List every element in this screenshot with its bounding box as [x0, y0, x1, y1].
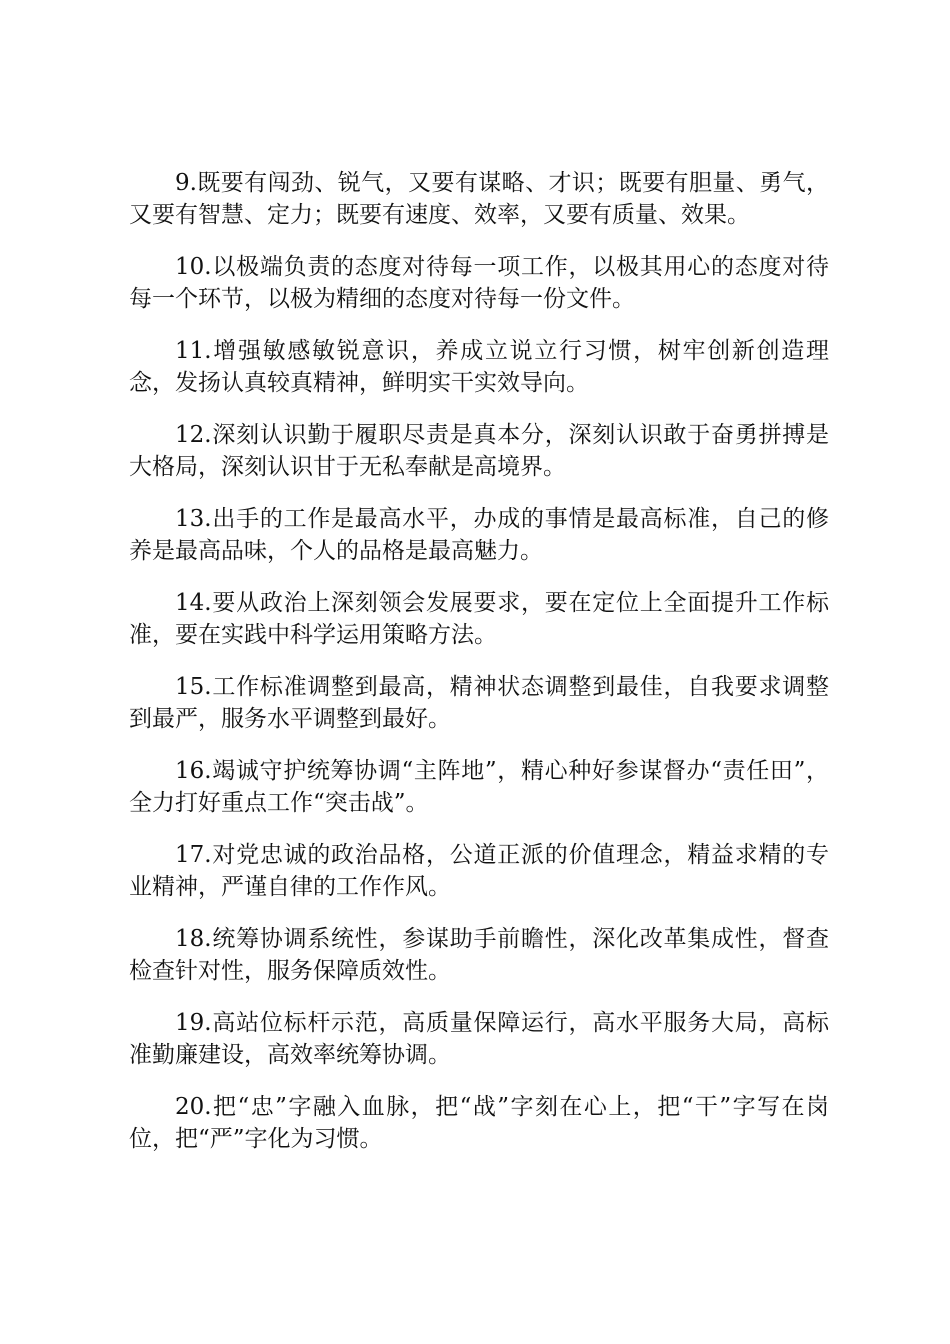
paragraph-17: 17.对党忠诚的政治品格，公道正派的价值理念，精益求精的专业精神，严谨自律的工作作风。 [129, 842, 829, 900]
document-body [129, 167, 829, 1175]
paragraph-11: 11.增强敏感敏锐意识，养成立说立行习惯，树牢创新创造理念，发扬认真较真精神，鲜明实干实效导向。 [129, 338, 829, 396]
paragraph-18: 18.统筹协调系统性，参谋助手前瞻性，深化改革集成性，督查检查针对性，服务保障质效性。 [129, 926, 829, 984]
paragraph-15: 15.工作标准调整到最高，精神状态调整到最佳，自我要求调整到最严，服务水平调整到最好。 [129, 674, 829, 732]
paragraph-19: 19.高站位标杆示范，高质量保障运行，高水平服务大局，高标准勤廉建设，高效率统筹协调。 [129, 1010, 829, 1068]
paragraph-9: 9.既要有闯劲、锐气，又要有谋略、才识；既要有胆量、勇气，又要有智慧、定力；既要有速度、效率，又要有质量、效果。 [129, 170, 829, 228]
paragraph-16: 16.竭诚守护统筹协调“主阵地”，精心种好参谋督办“责任田”，全力打好重点工作“突击战”。 [129, 758, 829, 816]
paragraph-13: 13.出手的工作是最高水平，办成的事情是最高标准，自己的修养是最高品味，个人的品格是最高魅力。 [129, 506, 829, 564]
paragraph-10: 10.以极端负责的态度对待每一项工作，以极其用心的态度对待每一个环节，以极为精细的态度对待每一份文件。 [129, 254, 829, 312]
paragraph-14: 14.要从政治上深刻领会发展要求，要在定位上全面提升工作标准，要在实践中科学运用策略方法。 [129, 590, 829, 648]
paragraph-12: 12.深刻认识勤于履职尽责是真本分，深刻认识敢于奋勇拼搏是大格局，深刻认识甘于无私奉献是高境界。 [129, 422, 829, 480]
paragraph-20: 20.把“忠”字融入血脉，把“战”字刻在心上，把“干”字写在岗位，把“严”字化为习惯。 [129, 1094, 829, 1152]
